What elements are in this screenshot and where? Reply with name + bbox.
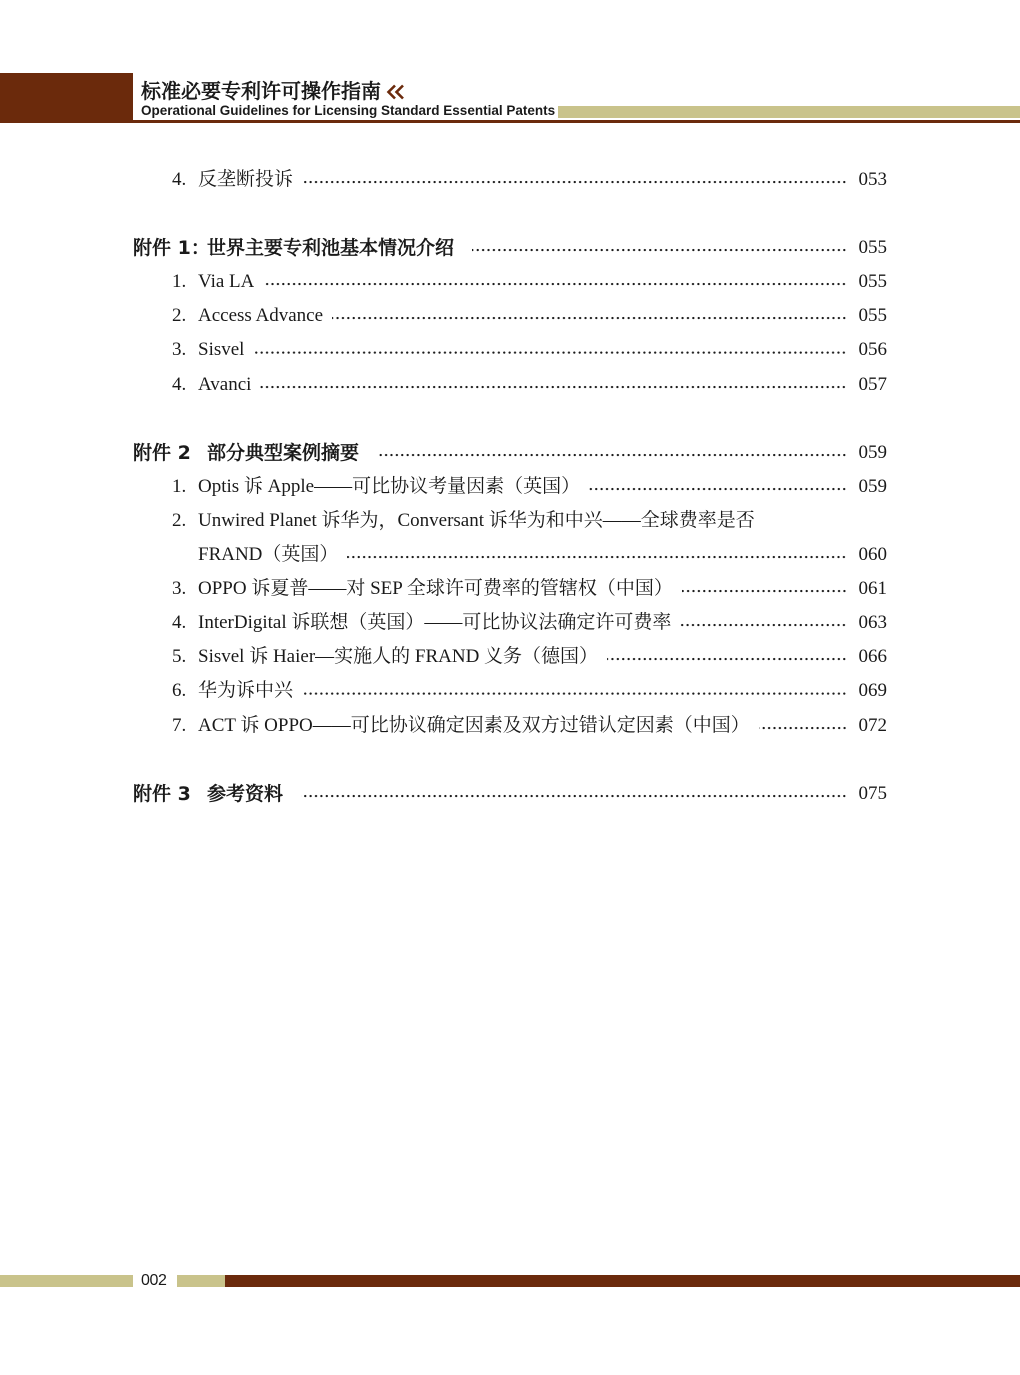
toc-dot-leader [332,299,847,333]
toc-dot-leader [759,709,847,743]
toc-entry-number: 1. [172,271,187,293]
toc-entry-title: 华为诉中兴 [198,680,294,702]
toc-entry [133,470,887,504]
toc-page-number: 060 [858,544,887,566]
toc-entry-number: 3. [172,339,187,361]
footer-page-number: 002 [141,1272,167,1289]
toc-entry-number: 2. [172,509,187,531]
toc-entry-title: Via LA [198,271,255,293]
appendix-label: 附件 1： [133,237,210,260]
toc-entry-title: Sisvel [198,339,245,361]
toc-entry-number: 2. [172,305,187,327]
toc-entry [133,333,887,367]
footer-accent-bar [177,1275,225,1287]
toc-entry-number: 4. [172,373,187,395]
toc-entry-continuation [133,538,887,572]
toc-entry-title: ACT 诉 OPPO——可比协议确定因素及双方过错认定因素（中国） [198,714,750,736]
toc-entry-number: 7. [172,714,187,736]
toc-entry-title: 反垄断投诉 [198,169,294,190]
toc-entry-title: OPPO 诉夏普——对 SEP 全球许可费率的管辖权（中国） [198,578,673,600]
toc-page-number: 055 [858,305,887,327]
table-of-contents [133,163,887,811]
appendix-title: 世界主要专利池基本情况介绍 [207,237,455,260]
appendix-label: 附件 3 [133,782,191,805]
toc-entry [133,606,887,640]
toc-entry-title: Avanci [198,373,252,395]
appendix-title: 部分典型案例摘要 [207,441,360,464]
toc-entry [133,265,887,299]
toc-page-number: 059 [858,475,887,497]
toc-dot-leader [302,163,847,197]
footer-accent-bar-left [0,1275,133,1287]
toc-entry-number: 1. [172,475,187,497]
toc-entry-title: Optis 诉 Apple——可比协议考量因素（英国） [198,475,581,497]
header-accent-bar [558,106,1020,118]
section-gap [133,402,887,436]
section-gap [133,743,887,777]
toc-entry-number: 6. [172,680,187,702]
toc-entry [133,709,887,743]
toc-page-number: 059 [858,441,887,463]
toc-dot-leader [263,265,847,299]
appendix-heading [133,436,887,470]
toc-dot-leader [607,640,847,674]
toc-page-number: 069 [858,680,887,702]
toc-dot-leader [253,333,847,367]
toc-page-number: 056 [858,339,887,361]
running-header-subtitle-row [141,103,1020,119]
toc-entry [133,299,887,333]
toc-entry [133,640,887,674]
toc-entry [133,368,887,402]
toc-dot-leader [260,368,847,402]
toc-entry-number: 5. [172,646,187,668]
toc-entry-number: 3. [172,578,187,600]
appendix-heading [133,231,887,265]
toc-dot-leader [302,674,847,708]
toc-dot-leader [377,436,847,470]
appendix-title: 参考资料 [207,782,284,805]
section-gap [133,197,887,231]
toc-entry-title: Unwired Planet 诉华为，Conversant 诉华为和中兴——全球费率是否 [198,509,755,531]
toc-dot-leader [301,777,847,811]
toc-entry [133,572,887,606]
toc-entry-number: 4. [172,169,187,190]
toc-entry-title: InterDigital 诉联想（英国）——可比协议法确定许可费率 [198,612,672,634]
toc-dot-leader [680,606,847,640]
toc-page-number: 061 [858,578,887,600]
running-header-title [141,79,407,104]
book-title: 标准必要专利许可操作指南 [141,79,381,103]
header-rule [133,120,1020,123]
toc-page-number: 075 [858,782,887,804]
appendix-heading [133,777,887,811]
toc-page-number: 072 [858,714,887,736]
toc-dot-leader [682,572,847,606]
footer-brown-bar [225,1275,1020,1287]
toc-entry [133,504,887,538]
toc-page-number: 066 [858,646,887,668]
toc-page-number: 055 [858,237,887,259]
appendix-label: 附件 2 [133,441,191,464]
toc-entry [133,163,887,197]
header-color-block [0,73,133,123]
toc-entry-title: Sisvel 诉 Haier—实施人的 FRAND 义务（德国） [198,646,599,668]
double-chevron-left-icon [386,84,407,100]
toc-page-number: 057 [858,373,887,395]
toc-entry-title-continued: FRAND（英国） [198,544,339,566]
toc-dot-leader [589,470,847,504]
toc-entry-number: 4. [172,612,187,634]
toc-page-number: 063 [858,612,887,634]
toc-page-number: 055 [858,271,887,293]
toc-entry [133,674,887,708]
toc-entry-title: Access Advance [198,305,324,327]
toc-dot-leader [472,231,847,265]
toc-dot-leader [347,538,847,572]
toc-page-number: 053 [858,169,887,190]
book-subtitle: Operational Guidelines for Licensing Standard Essential Patents [141,103,556,118]
